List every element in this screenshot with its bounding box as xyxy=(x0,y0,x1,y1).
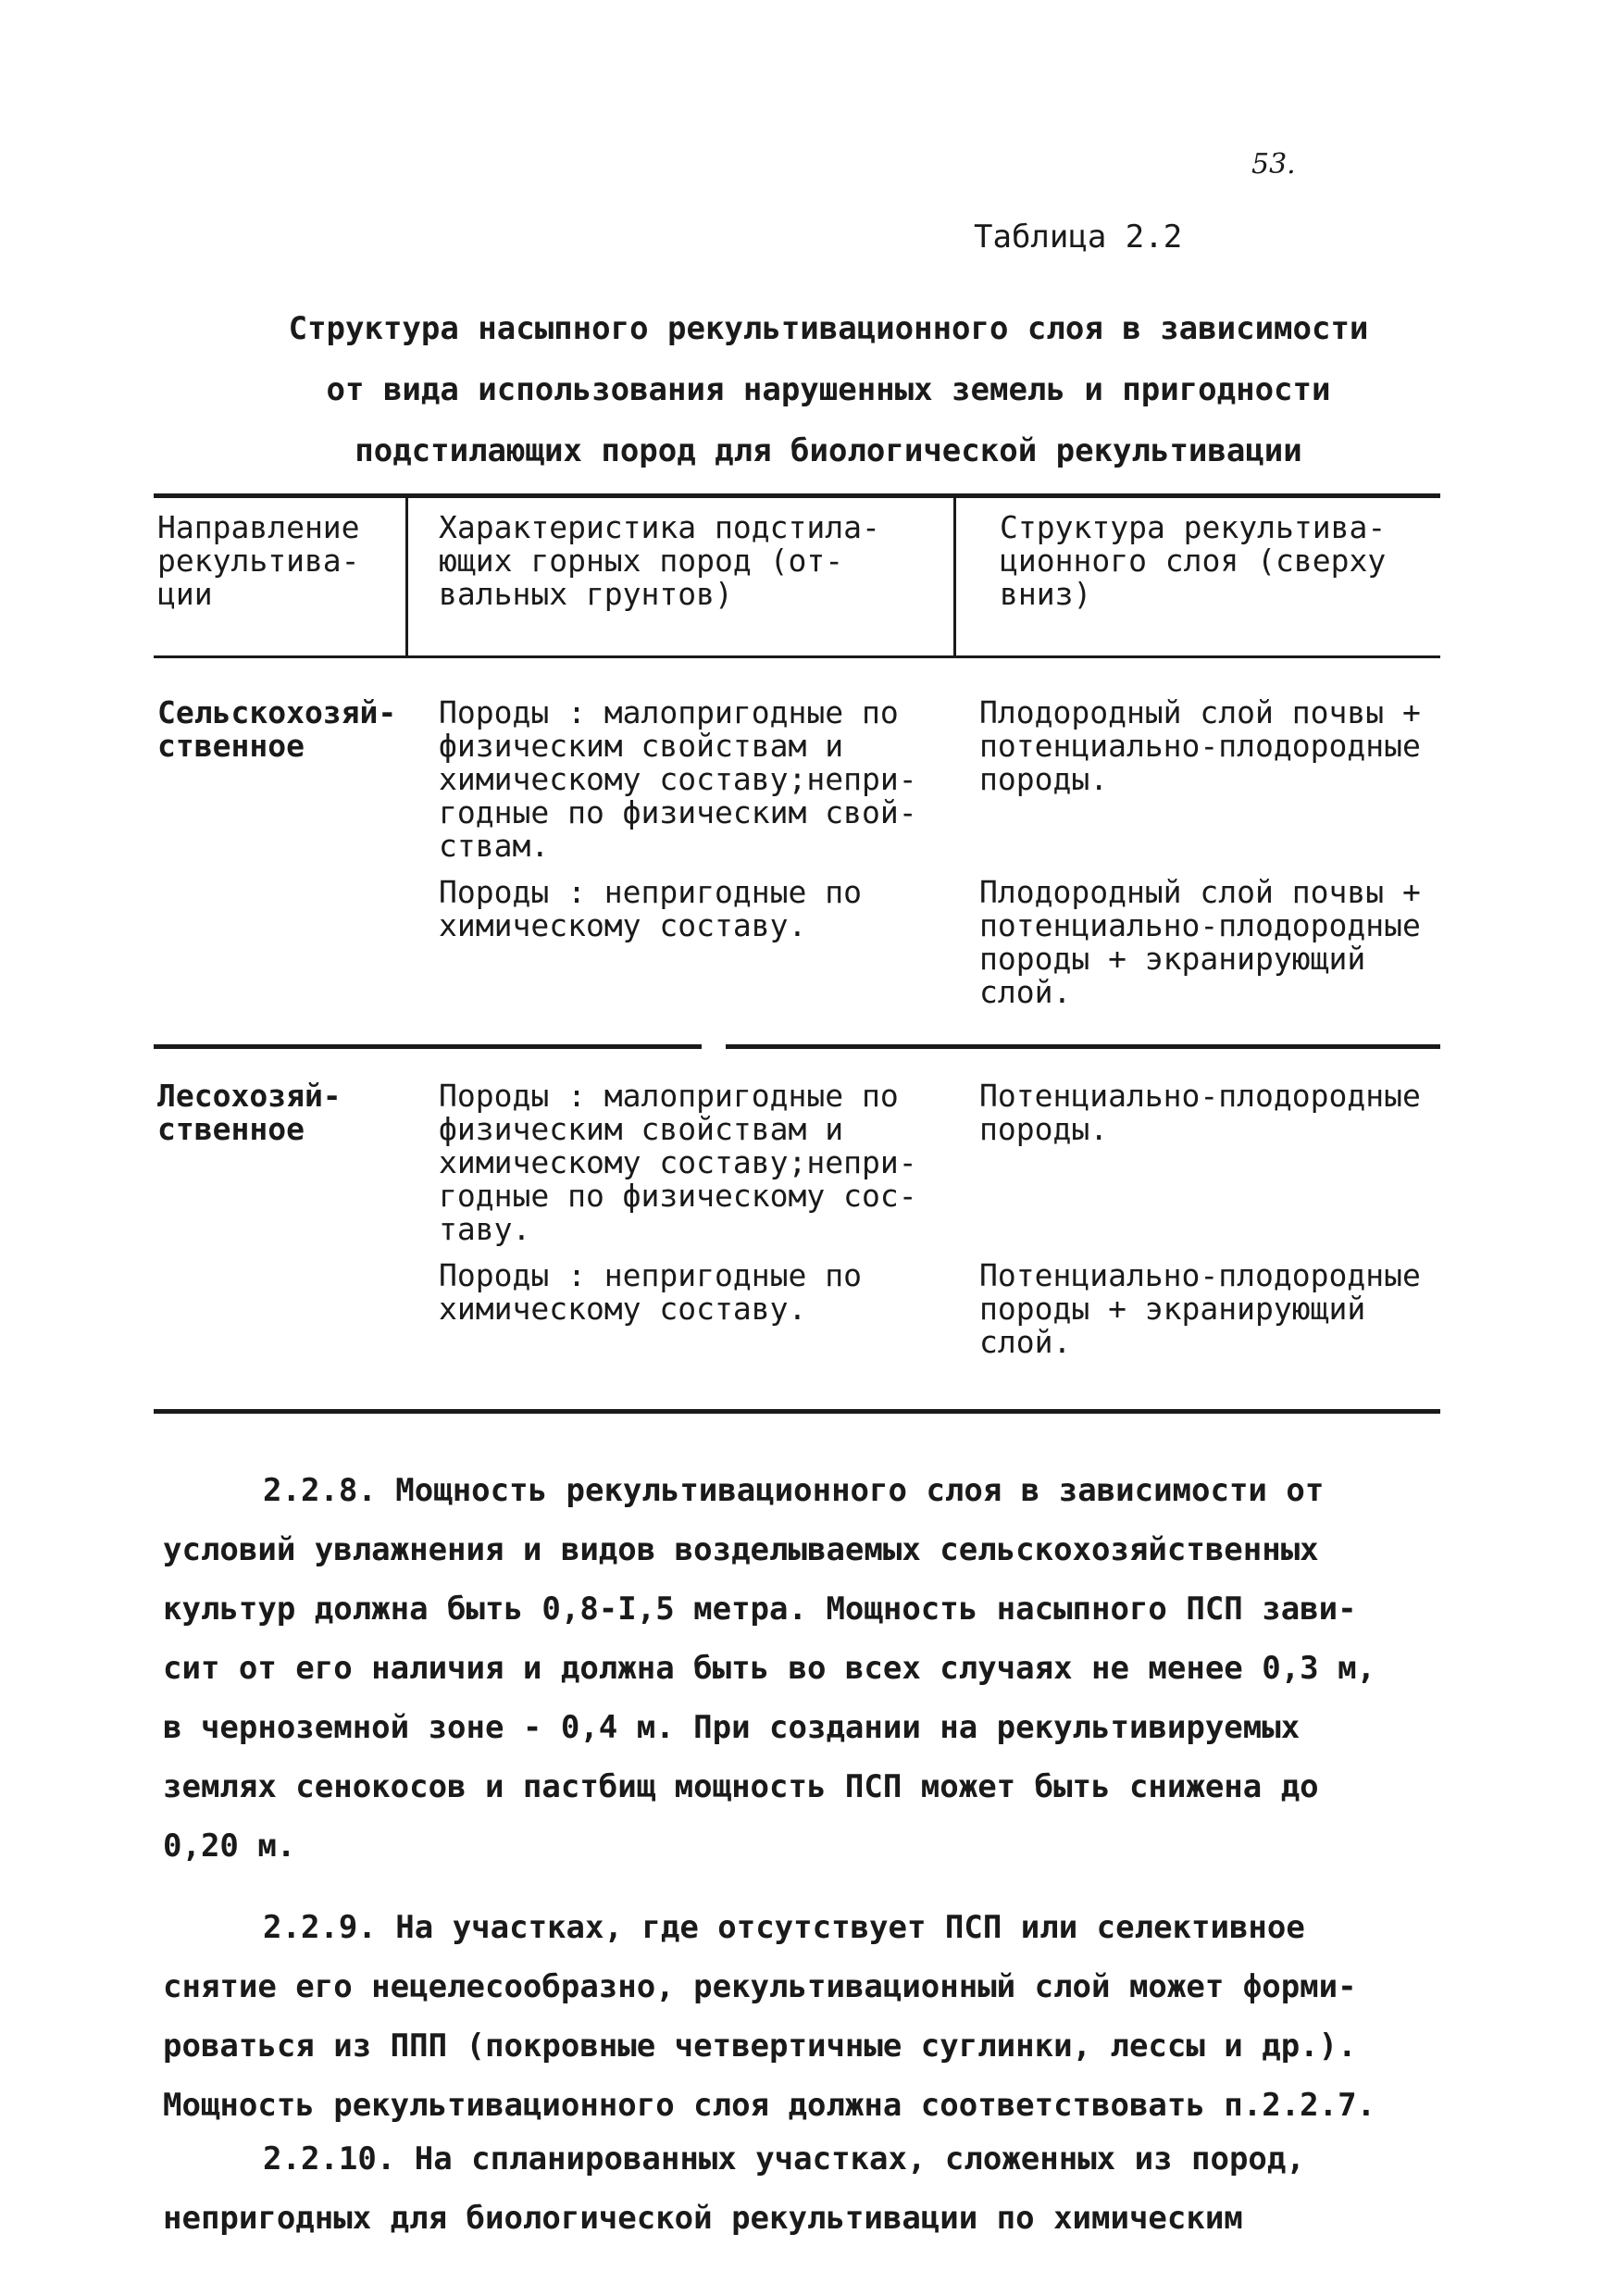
table-title xyxy=(222,298,1435,481)
header-direction: Направление рекультива- ции xyxy=(157,509,360,612)
table-row-characteristic: Породы : непригодные по химическому составу. xyxy=(439,1257,862,1327)
table-title-line: Структура насыпного рекультивационного слоя в зависимости xyxy=(288,310,1369,347)
header-bottom-rule xyxy=(154,655,1440,658)
group-direction-forestry: Лесохозяй- ственное xyxy=(157,1078,342,1147)
table-row-characteristic: Породы : непригодные по химическому составу. xyxy=(439,874,862,943)
table-bottom-rule xyxy=(154,1409,1440,1414)
group-direction-agricultural: Сельскохозяй- ственное xyxy=(157,694,397,764)
table-row-structure: Потенциально-плодородные породы. xyxy=(979,1078,1421,1147)
group-separator-rule-left xyxy=(154,1044,702,1049)
paragraph-2-2-8: 2.2.8. Мощность рекультивационного слоя в зависимости от условий увлажнения и видов возделываемых сельскохозяйственных культур должна быть 0,8-I,5 метра. Мощность насыпного ПСП зави- сит от его наличия и должна быть во всех случаях не менее 0,3 м, в черноземной зоне - 0,4 м. При создании на рекультивируемых землях сенокосов и пастбищ мощность ПСП может быть снижена до 0,20 м. xyxy=(163,1472,1376,1865)
header-divider-left xyxy=(405,498,408,657)
group-separator-rule-right xyxy=(726,1044,1440,1049)
table-title-line: подстилающих пород для биологической рекультивации xyxy=(355,432,1302,469)
table-row-characteristic: Породы : малопригодные по физическим свойствам и химическому составу;непри- годные по физическим свой- ствам. xyxy=(439,694,917,864)
header-structure: Структура рекультива- ционного слоя (сверху вниз) xyxy=(1000,509,1387,612)
header-divider-right xyxy=(953,498,956,657)
table-row-structure: Потенциально-плодородные породы + экранирующий слой. xyxy=(979,1257,1421,1360)
table-label: Таблица 2.2 xyxy=(974,218,1183,256)
table-row-structure: Плодородный слой почвы + потенциально-плодородные породы. xyxy=(979,694,1421,797)
table-row-characteristic: Породы : малопригодные по физическим свойствам и химическому составу;непри- годные по физическому сос- таву. xyxy=(439,1078,917,1247)
paragraph-2-2-9: 2.2.9. На участках, где отсутствует ПСП или селективное снятие его нецелесообразно, рекультивационный слой может форми- роваться из ППП (покровные четвертичные суглинки, лессы и др.). Мощность рекультивационного слоя должна соответствовать п.2.2.7. xyxy=(163,1909,1376,2124)
header-characteristic: Характеристика подстила- ющих горных пород (от- вальных грунтов) xyxy=(439,509,880,612)
table-title-line: от вида использования нарушенных земель и пригодности xyxy=(326,371,1331,408)
table-row-structure: Плодородный слой почвы + потенциально-плодородные породы + экранирующий слой. xyxy=(979,874,1421,1010)
paragraph-2-2-10: 2.2.10. На спланированных участках, сложенных из пород, непригодных для биологической рекультивации по химическим xyxy=(163,2140,1305,2237)
page-number: 53. xyxy=(1251,148,1296,181)
table-top-rule xyxy=(154,493,1440,498)
